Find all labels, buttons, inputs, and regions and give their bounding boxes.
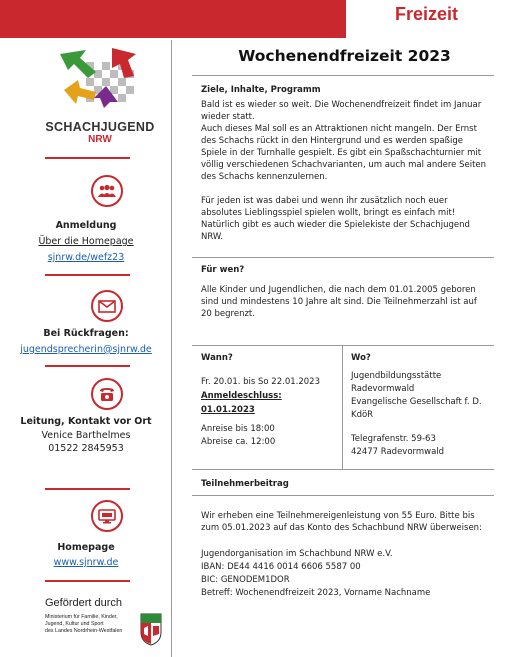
homepage-link[interactable]: www.sjnrw.de [53,557,119,568]
mail-icon [91,290,123,322]
payment-reference: Betreff: Wochenendfreizeit 2023, Vorname Nachname [201,588,431,598]
leitung-phone: 01522 2845953 [48,443,124,454]
departure-time: Abreise ca. 12:00 [201,437,276,447]
divider [192,75,494,76]
venue-line: Radevormwald [351,384,415,394]
ziele-p3: Für jeden ist was dabei und wenn ihr zusätzlich noch euer absolutes Lieblingsspiel spielen wollt, bringt es einfach mit! Natürlich gibt es auch wieder die Spielekiste der Schachjugend NRW. [201,196,470,242]
schachjugend-logo-icon [56,46,144,110]
beitrag-heading: Teilnehmerbeitrag [201,479,289,489]
divider [192,345,494,346]
logo-subtitle: NRW [88,134,112,145]
sidebar-divider [45,488,130,490]
leitung-title: Leitung, Kontakt vor Ort [20,416,152,427]
wo-heading: Wo? [351,353,371,363]
divider [192,257,494,258]
header-red-bar [0,0,346,38]
column-divider [342,345,343,469]
venue-line: Jugendbildungsstätte [351,371,442,381]
venue-street: Telegrafenstr. 59-63 [351,434,436,444]
category-tag: Freizeit [395,4,459,24]
anmeldung-link[interactable]: Über die Homepage [38,236,134,247]
deadline-date: 01.01.2023 [201,405,255,415]
page-title: Wochenendfreizeit 2023 [238,47,451,65]
monitor-icon [91,500,123,532]
rueckfragen-title: Bei Rückfragen: [43,328,129,339]
venue-line: KdöR [351,410,374,420]
email-link[interactable]: jugendsprecherin@sjnrw.de [20,344,152,355]
anmeldung-title: Anmeldung [55,220,117,231]
sidebar-divider [45,157,130,159]
logo-title: SCHACHJUGEND [45,120,155,134]
ziele-p1: Bald ist es wieder so weit. Die Wochenendfreizeit findet im Januar wieder statt. [201,100,482,122]
fuer-wen-heading: Für wen? [201,265,245,275]
beitrag-text: Wir erheben eine Teilnehmereigenleistung von 55 Euro. Bitte bis zum 05.01.2023 auf das Konto des Schachbund NRW überweisen: [201,511,482,533]
group-icon [91,175,123,207]
bic: BIC: GENODEM1DOR [201,575,290,585]
ministry-text [45,614,137,635]
sidebar-divider [45,580,130,582]
venue-city: 42477 Radevormwald [351,447,445,457]
account-holder: Jugendorganisation im Schachbund NRW e.V. [201,549,393,559]
nrw-crest-icon [139,612,163,646]
ziele-heading: Ziele, Inhalte, Programm [201,85,321,95]
homepage-title: Homepage [57,542,115,553]
iban: IBAN: DE44 4416 0014 6606 5587 00 [201,562,361,572]
wann-dates: Fr. 20.01. bis So 22.01.2023 [201,377,320,387]
ministry-line: Ministerium für Familie, Kinder, [45,614,118,620]
deadline-label: Anmeldeschluss: [201,391,282,401]
venue-line: Evangelische Gesellschaft f. D. [351,397,482,407]
sidebar-divider [45,365,130,367]
ministry-line: Jugend, Kultur und Sport [45,621,104,627]
arrival-time: Anreise bis 18:00 [201,424,275,434]
divider [192,469,494,470]
wann-heading: Wann? [201,353,233,363]
gefoerdert-label: Gefördert durch [45,597,123,609]
ziele-p2: Auch dieses Mal soll es an Attraktionen nicht mangeln. Der Ernst des Schachs rückt in den Hintergrund und es werden spaßige Spiele in der Turnhalle gespielt. Es gibt ein Spaßschachturnier mit völlig verschiedenen Schachvarianten, um auch mal andere Seiten des Schachs kennenzulernen. [201,124,487,182]
anmeldung-url-link[interactable]: sjnrw.de/wefz23 [47,252,125,263]
fuer-wen-text: Alle Kinder und Jugendlichen, die nach dem 01.01.2005 geboren sind und mindestens 10 Jahre alt sind. Die Teilnehmerzahl ist auf 20 begrenzt. [201,285,477,319]
ministry-line: des Landes Nordrhein-Westfalen [45,628,123,634]
divider [192,495,494,496]
leitung-name: Venice Barthelmes [41,430,131,441]
sidebar-divider [45,274,130,276]
ziele-text [201,99,491,243]
phone-icon [91,378,123,410]
